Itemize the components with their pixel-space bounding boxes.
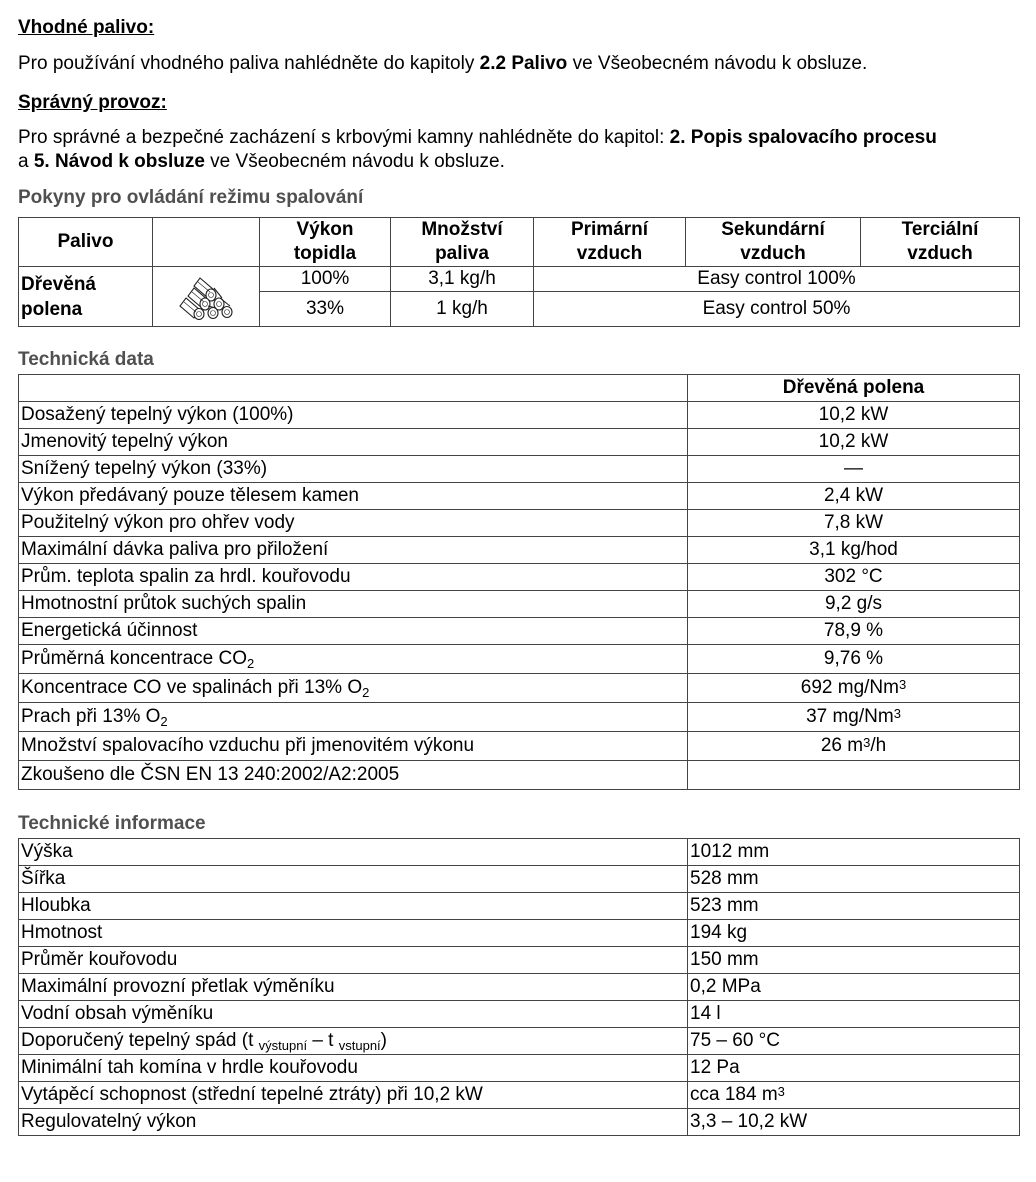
paragraph-correct-operation: [18, 126, 937, 174]
header-icon-column: [153, 218, 260, 267]
chapter-reference: 2.2 Palivo: [479, 53, 568, 74]
row-value: 0,2 MPa: [688, 974, 1020, 1001]
table-row: [19, 1001, 1020, 1028]
row-label: Vytápěcí schopnost (střední tepelné ztráty) při 10,2 kW: [19, 1082, 688, 1109]
row-value: 26 $m^3/h$: [688, 732, 1020, 761]
row-value: 3,3 – 10,2 kW: [688, 1109, 1020, 1136]
table-row: [19, 645, 1020, 674]
row-value: cca 184 $m^3$: [688, 1082, 1020, 1109]
row-value: 194 kg: [688, 920, 1020, 947]
row-label: Prům. teplota spalin za hrdl. kouřovodu: [19, 564, 688, 591]
table-row: [19, 974, 1020, 1001]
text: Pro používání vhodného paliva nahlédněte do kapitoly: [18, 53, 480, 74]
table-row: [19, 947, 1020, 974]
table-row: [19, 761, 1020, 790]
row-label: Průměr kouřovodu: [19, 947, 688, 974]
table-row: [19, 267, 1020, 292]
row-label: Vodní obsah výměníku: [19, 1001, 688, 1028]
row-label: Energetická účinnost: [19, 618, 688, 645]
row-value: 10,2 kW: [688, 402, 1020, 429]
table-row: [19, 732, 1020, 761]
row-value: 14 l: [688, 1001, 1020, 1028]
row-value: 75 – 60 °C: [688, 1028, 1020, 1055]
table-row: [19, 674, 1020, 703]
header-tertiary-air: Terciální vzduch: [861, 218, 1020, 267]
chapter-reference: 2. Popis spalovacího procesu: [669, 127, 937, 148]
row-label: Jmenovitý tepelný výkon: [19, 429, 688, 456]
combustion-table-title: Pokyny pro ovládání režimu spalování: [18, 187, 364, 208]
fuel-amount-value: 3,1 kg/h: [391, 267, 534, 292]
row-label: Množství spalovacího vzduchu při jmenovitém výkonu: [19, 732, 688, 761]
table-row: [19, 618, 1020, 645]
header-fuel: Palivo: [19, 218, 153, 267]
table-row: [19, 893, 1020, 920]
row-label: Výška: [19, 839, 688, 866]
power-value: 33%: [260, 292, 391, 327]
row-label: Maximální dávka paliva pro přiložení: [19, 537, 688, 564]
power-value: 100%: [260, 267, 391, 292]
row-label: Prach při 13% $O_2$: [19, 703, 688, 732]
table-row: [19, 866, 1020, 893]
table-row: [19, 456, 1020, 483]
table-row: [19, 1028, 1020, 1055]
row-label: Hloubka: [19, 893, 688, 920]
heading-correct-operation: Správný provoz:: [18, 92, 167, 113]
table-row: [19, 591, 1020, 618]
technical-info-title: Technické informace: [18, 813, 206, 834]
air-setting-value: Easy control 100%: [534, 267, 1020, 292]
row-label: Maximální provozní přetlak výměníku: [19, 974, 688, 1001]
row-value: 9,2 g/s: [688, 591, 1020, 618]
fuel-icon-cell: [153, 267, 260, 327]
table-row: [19, 1055, 1020, 1082]
technical-data-title: Technická data: [18, 349, 154, 370]
row-label: Průměrná koncentrace $CO_2$: [19, 645, 688, 674]
row-value: 523 mm: [688, 893, 1020, 920]
column-header-wood-logs: Dřevěná polena: [688, 375, 1020, 402]
table-header-row: [19, 375, 1020, 402]
row-value: 302 °C: [688, 564, 1020, 591]
table-row: [19, 483, 1020, 510]
table-row: [19, 537, 1020, 564]
row-label: Šířka: [19, 866, 688, 893]
row-value: 12 Pa: [688, 1055, 1020, 1082]
table-row: [19, 429, 1020, 456]
row-value: 7,8 kW: [688, 510, 1020, 537]
table-row: [19, 920, 1020, 947]
row-label: Hmotnost: [19, 920, 688, 947]
table-row: [19, 510, 1020, 537]
wood-logs-icon: [174, 274, 238, 320]
text: ve Všeobecném návodu k obsluze.: [204, 151, 505, 172]
fuel-amount-value: 1 kg/h: [391, 292, 534, 327]
row-label: Snížený tepelný výkon (33%): [19, 456, 688, 483]
row-value: 528 mm: [688, 866, 1020, 893]
row-value: 2,4 kW: [688, 483, 1020, 510]
header-secondary-air: Sekundární vzduch: [686, 218, 861, 267]
header-primary-air: Primární vzduch: [534, 218, 686, 267]
row-value: —: [688, 456, 1020, 483]
row-label: Hmotnostní průtok suchých spalin: [19, 591, 688, 618]
row-value: 3,1 kg/hod: [688, 537, 1020, 564]
text: ve Všeobecném návodu k obsluze.: [567, 53, 868, 74]
header-power: Výkon topidla: [260, 218, 391, 267]
chapter-reference: 5. Návod k obsluze: [33, 151, 205, 172]
table-row: [19, 1082, 1020, 1109]
row-label: Použitelný výkon pro ohřev vody: [19, 510, 688, 537]
combustion-table: [18, 217, 1020, 327]
paragraph-suitable-fuel: [18, 52, 867, 76]
table-row: [19, 703, 1020, 732]
row-value: 692 mg/Nm$^3$: [688, 674, 1020, 703]
text: Pro správné a bezpečné zacházení s krbovými kamny nahlédněte do kapitol:: [18, 127, 670, 148]
row-label: Minimální tah komína v hrdle kouřovodu: [19, 1055, 688, 1082]
row-label: Koncentrace CO ve spalinách při 13% $O_2$: [19, 674, 688, 703]
air-setting-value: Easy control 50%: [534, 292, 1020, 327]
table-row: [19, 1109, 1020, 1136]
empty-header-cell: [19, 375, 688, 402]
row-value: 37 mg/Nm$^3$: [688, 703, 1020, 732]
row-value: 10,2 kW: [688, 429, 1020, 456]
text: a: [18, 151, 34, 172]
row-value: 1012 mm: [688, 839, 1020, 866]
row-label: Regulovatelný výkon: [19, 1109, 688, 1136]
header-fuel-amount: Množství paliva: [391, 218, 534, 267]
table-row: [19, 564, 1020, 591]
row-value: [688, 761, 1020, 790]
table-row: [19, 839, 1020, 866]
row-label: Doporučený tepelný spád (t $_{výstupní}$ – t $_{vstupní}$): [19, 1028, 688, 1055]
technical-info-table: [18, 838, 1020, 1136]
table-row: [19, 402, 1020, 429]
technical-data-table: [18, 374, 1020, 790]
row-label: Výkon předávaný pouze tělesem kamen: [19, 483, 688, 510]
row-value: 150 mm: [688, 947, 1020, 974]
table-header-row: [19, 218, 1020, 267]
row-value: 78,9 %: [688, 618, 1020, 645]
heading-suitable-fuel: Vhodné palivo:: [18, 17, 155, 38]
row-label: Dosažený tepelný výkon (100%): [19, 402, 688, 429]
row-value: 9,76 %: [688, 645, 1020, 674]
fuel-name: Dřevěná polena: [19, 267, 153, 327]
row-label: Zkoušeno dle ČSN EN 13 240:2002/A2:2005: [19, 761, 688, 790]
